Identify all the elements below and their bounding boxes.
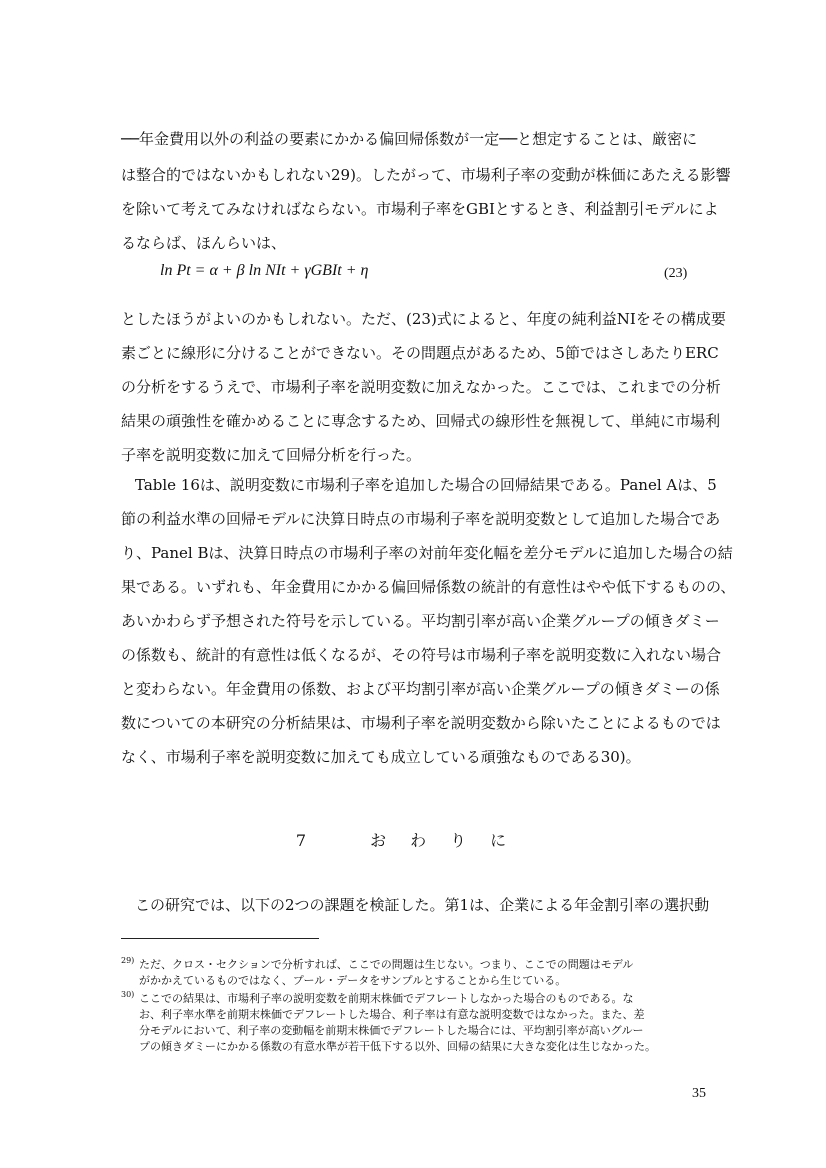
footnote-rule bbox=[121, 938, 319, 939]
footnote-line: ただ、クロス・セクションで分析すれば、ここでの問題は生じない。つまり、ここでの問題はモデル bbox=[139, 958, 634, 971]
section-heading: 7 おわりに bbox=[295, 831, 531, 850]
footnote-line: がかかえているものではなく、プール・データをサンプルとすることから生じている。 bbox=[139, 974, 567, 987]
text-line: るならば、ほんらいは、 bbox=[121, 234, 287, 252]
text-line: あいかわらず予想された符号を示している。平均割引率が高い企業グループの傾きダミー bbox=[121, 612, 720, 630]
text-line: 節の利益水準の回帰モデルに決算日時点の市場利子率を説明変数として追加した場合であ bbox=[121, 510, 721, 528]
footnote-mark: 29) bbox=[121, 956, 135, 965]
text-line: 数についての本研究の分析結果は、市場利子率を説明変数から除いたことによるものでは bbox=[121, 714, 721, 732]
text-line: なく、市場利子率を説明変数に加えても成立している頑強なものである30)。 bbox=[121, 748, 641, 766]
text-line: 素ごとに線形に分けることができない。その問題点があるため、5節ではさしあたりERC bbox=[121, 344, 719, 362]
equation-number: (23) bbox=[664, 266, 688, 281]
footnote-line: プの傾きダミーにかかる係数の有意水準が若干低下する以外、回帰の結果に大きな変化は生じなかった。 bbox=[139, 1040, 656, 1053]
text-line: は整合的ではないかもしれない29)。したがって、市場利子率の変動が株価にあたえる影響 bbox=[121, 166, 731, 184]
footnote-line: 分モデルにおいて、利子率の変動幅を前期末株価でデフレートした場合には、平均割引率が高いグルー bbox=[139, 1024, 644, 1037]
text-line: の係数も、統計的有意性は低くなるが、その符号は市場利子率を説明変数に入れない場合 bbox=[121, 646, 722, 664]
text-line: としたほうがよいのかもしれない。ただ、(23)式によると、年度の純利益NIをその構成要 bbox=[121, 310, 726, 328]
text-line: と変わらない。年金費用の係数、および平均割引率が高い企業グループの傾きダミーの係 bbox=[121, 680, 720, 698]
text-line: を除いて考えてみなければならない。市場利子率をGBIとするとき、利益割引モデルによ bbox=[121, 200, 719, 218]
text-line: この研究では、以下の2つの課題を検証した。第1は、企業による年金割引率の選択動 bbox=[135, 896, 710, 914]
text-line: 果である。いずれも、年金費用にかかる偏回帰係数の統計的有意性はやや低下するものの、 bbox=[121, 578, 736, 596]
text-line: 子率を説明変数に加えて回帰分析を行った。 bbox=[121, 446, 422, 464]
footnote-line: お、利子率水準を前期末株価でデフレートした場合、利子率は有意な説明変数ではなかった。また、差 bbox=[139, 1008, 645, 1021]
footnote-line: ここでの結果は、市場利子率の説明変数を前期末株価でデフレートしなかった場合のものである。な bbox=[139, 992, 634, 1005]
page-number: 35 bbox=[692, 1086, 706, 1101]
text-line: の分析をするうえで、市場利子率を説明変数に加えなかった。ここでは、これまでの分析 bbox=[121, 378, 721, 396]
text-line: Table 16は、説明変数に市場利子率を追加した場合の回帰結果である。Panel Aは、5 bbox=[135, 476, 717, 494]
text-line: 結果の頑強性を確かめることに専念するため、回帰式の線形性を無視して、単純に市場利 bbox=[121, 412, 721, 430]
text-line: ──年金費用以外の利益の要素にかかる偏回帰係数が一定──と想定することは、厳密に bbox=[121, 130, 698, 148]
text-line: り、Panel Bは、決算日時点の市場利子率の対前年変化幅を差分モデルに追加した場合の結 bbox=[121, 544, 733, 562]
footnote-mark: 30) bbox=[121, 990, 135, 999]
equation: ln Pt = α + β ln NIt + γGBIt + η bbox=[160, 262, 369, 279]
